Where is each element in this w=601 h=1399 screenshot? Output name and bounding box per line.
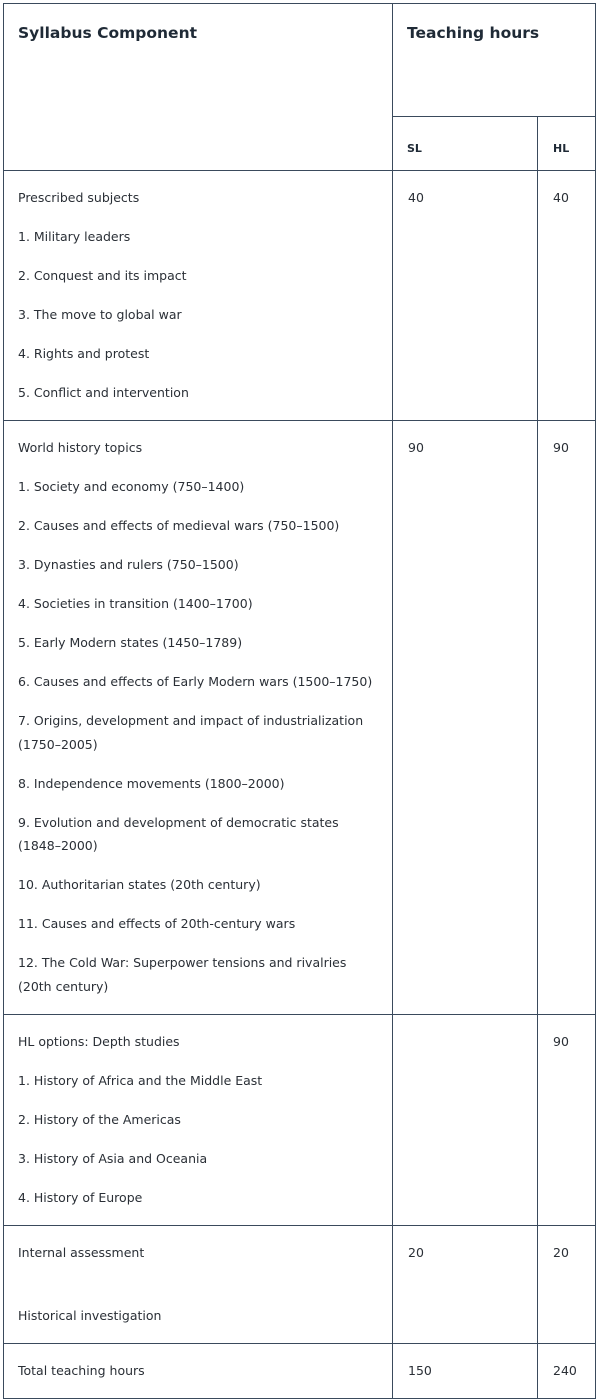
list-item: 5. Early Modern states (1450–1789) (18, 635, 243, 650)
sl-cell (393, 1226, 538, 1344)
hl-cell (538, 1226, 596, 1344)
hl-hours: 90 (553, 440, 569, 455)
list-item: 9. Evolution and development of democratic states (1848–2000) (18, 814, 339, 853)
list-item: 2. History of the Americas (18, 1112, 181, 1127)
list-item: 3. History of Asia and Oceania (18, 1151, 208, 1166)
sl-cell (393, 171, 538, 421)
list-item: 10. Authoritarian states (20th century) (18, 877, 261, 892)
list-item: 1. Society and economy (750–1400) (18, 479, 245, 494)
sl-hours: 90 (408, 440, 424, 455)
table-row (4, 1015, 596, 1226)
row-title: Total teaching hours (18, 1363, 145, 1378)
list-item: 2. Conquest and its impact (18, 268, 187, 283)
component-header: Syllabus Component (18, 24, 198, 42)
table-row (4, 1226, 596, 1344)
sl-header: SL (407, 142, 422, 155)
list-item: 11. Causes and effects of 20th-century wars (18, 916, 296, 931)
list-item: 5. Conflict and intervention (18, 385, 189, 400)
list-item: 1. Military leaders (18, 229, 131, 244)
hl-cell (538, 1344, 596, 1399)
component-cell (4, 1344, 393, 1399)
hl-header-cell (538, 117, 596, 171)
sl-cell (393, 1344, 538, 1399)
sl-cell (393, 421, 538, 1015)
list-item: 6. Causes and effects of Early Modern wars (1500–1750) (18, 674, 373, 689)
sl-hours (393, 1015, 537, 1034)
table-row (4, 171, 596, 421)
hl-hours: 40 (553, 190, 569, 205)
list-item: Historical investigation (18, 1308, 162, 1323)
row-title: HL options: Depth studies (18, 1034, 180, 1049)
row-title: World history topics (18, 440, 143, 455)
hl-cell (538, 421, 596, 1015)
list-item: 3. Dynasties and rulers (750–1500) (18, 557, 239, 572)
component-cell (4, 421, 393, 1015)
row-title: Internal assessment (18, 1245, 145, 1260)
hl-cell (538, 171, 596, 421)
list-item: 4. History of Europe (18, 1190, 143, 1205)
syllabus-table (3, 3, 596, 1399)
component-header-cell (4, 4, 393, 171)
list-item: 7. Origins, development and impact of industrialization (1750–2005) (18, 713, 364, 752)
header-row (4, 4, 596, 117)
list-item: 2. Causes and effects of medieval wars (750–1500) (18, 518, 340, 533)
list-item: 1. History of Africa and the Middle East (18, 1073, 263, 1088)
hl-hours: 240 (553, 1363, 577, 1378)
sl-header-cell (393, 117, 538, 171)
table-row (4, 1344, 596, 1399)
component-cell (4, 1226, 393, 1344)
table-row (4, 421, 596, 1015)
sl-hours: 150 (408, 1363, 432, 1378)
hl-hours: 90 (553, 1034, 569, 1049)
list-item: 12. The Cold War: Superpower tensions and rivalries (20th century) (18, 955, 347, 994)
component-cell (4, 171, 393, 421)
list-item: 8. Independence movements (1800–2000) (18, 775, 285, 791)
sl-hours: 20 (408, 1245, 424, 1260)
hl-cell (538, 1015, 596, 1226)
list-item: 3. The move to global war (18, 307, 182, 322)
list-item: 4. Societies in transition (1400–1700) (18, 596, 253, 611)
sl-hours: 40 (408, 190, 424, 205)
sl-cell (393, 1015, 538, 1226)
hl-hours: 20 (553, 1245, 569, 1260)
hl-header: HL (553, 142, 570, 155)
component-cell (4, 1015, 393, 1226)
list-item: 4. Rights and protest (18, 346, 150, 361)
hours-header-cell (393, 4, 596, 117)
row-title: Prescribed subjects (18, 190, 140, 205)
hours-header: Teaching hours (407, 24, 540, 42)
